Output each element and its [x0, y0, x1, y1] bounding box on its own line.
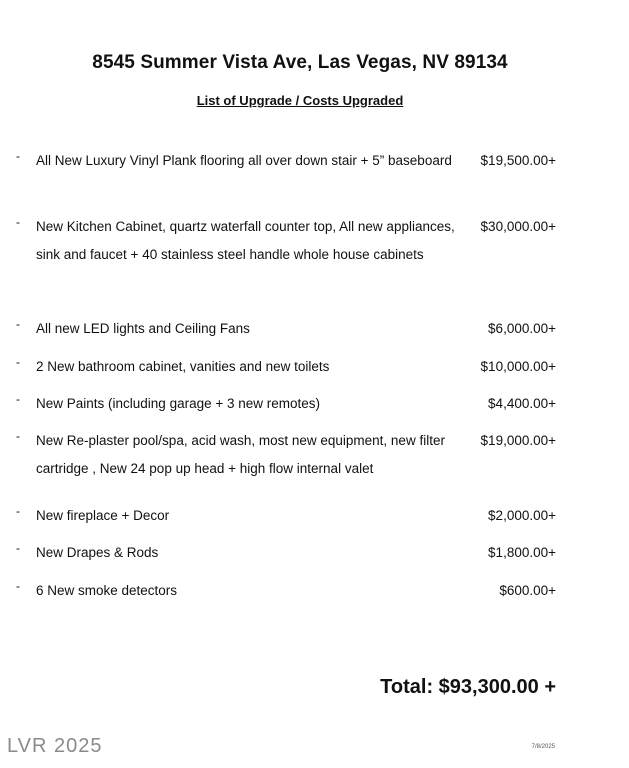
item-cost: $30,000.00+ — [480, 219, 556, 234]
item-cost: $10,000.00+ — [480, 359, 556, 374]
bullet-marker: - — [16, 429, 20, 443]
item-cost: $19,000.00+ — [480, 433, 556, 448]
bullet-marker: - — [16, 541, 20, 555]
item-description: All new LED lights and Ceiling Fans — [36, 321, 250, 336]
item-description: New Kitchen Cabinet, quartz waterfall counter top, All new appliances, sink and faucet + 40 stainless steel handle whole house cabinets — [36, 219, 455, 262]
item-description: New Re-plaster pool/spa, acid wash, most new equipment, new filter cartridge , New 24 pop up head + high flow internal valet — [36, 433, 445, 476]
item-description: New Paints (including garage + 3 new remotes) — [36, 396, 321, 411]
item-description: New fireplace + Decor — [36, 508, 170, 523]
item-cost: $1,800.00+ — [488, 545, 556, 560]
bullet-marker: - — [16, 215, 20, 229]
bullet-marker: - — [16, 392, 20, 406]
item-cost: $600.00+ — [499, 583, 556, 598]
bullet-marker: - — [16, 149, 20, 163]
item-cost: $2,000.00+ — [488, 508, 556, 523]
item-description: New Drapes & Rods — [36, 545, 159, 560]
bullet-marker: - — [16, 579, 20, 593]
watermark: LVR 2025 — [7, 735, 103, 757]
bullet-marker: - — [16, 355, 20, 369]
bullet-marker: - — [16, 504, 20, 518]
item-cost: $4,400.00+ — [488, 396, 556, 411]
bullet-marker: - — [16, 317, 20, 331]
item-cost: $6,000.00+ — [488, 321, 556, 336]
item-cost: $19,500.00+ — [480, 153, 556, 168]
property-address-title: 8545 Summer Vista Ave, Las Vegas, NV 89134 — [92, 52, 508, 73]
item-description: 2 New bathroom cabinet, vanities and new toilets — [36, 359, 330, 374]
document-date: 7/8/2025 — [531, 744, 555, 750]
item-description: 6 New smoke detectors — [36, 583, 178, 598]
item-description: All New Luxury Vinyl Plank flooring all over down stair + 5” baseboard — [36, 153, 452, 168]
total-amount: Total: $93,300.00 + — [380, 676, 556, 698]
upgrade-list-heading: List of Upgrade / Costs Upgraded — [196, 93, 404, 108]
